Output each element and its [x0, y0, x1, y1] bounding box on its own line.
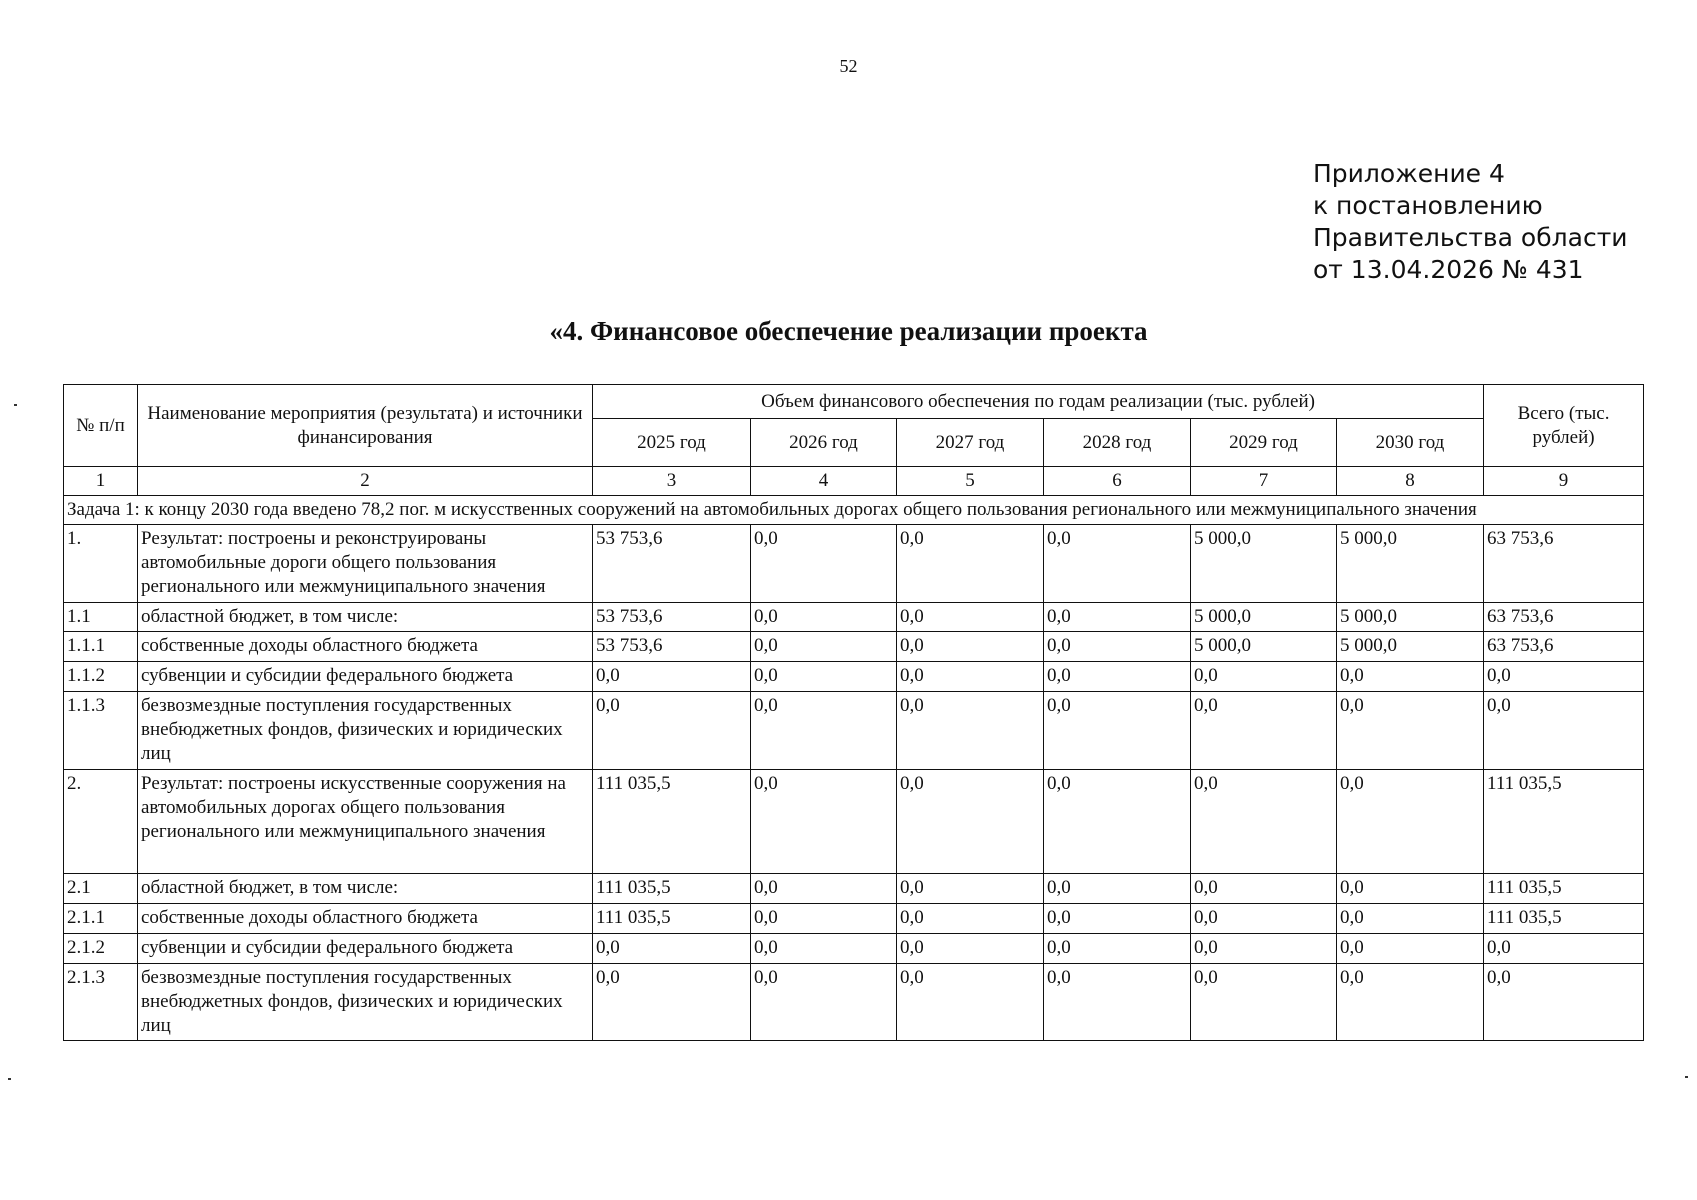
row-number: 2.1.1	[64, 904, 138, 934]
row-name: безвозмездные поступления государственных внебюджетных фондов, физических и юридических лиц	[138, 692, 593, 770]
row-year-value-3: 0,0	[897, 904, 1044, 934]
column-number-4: 4	[751, 467, 897, 496]
row-year-value-1: 111 035,5	[593, 904, 751, 934]
row-year-value-3: 0,0	[897, 770, 1044, 874]
row-year-value-2: 0,0	[751, 603, 897, 632]
column-number-5: 5	[897, 467, 1044, 496]
task-text: Задача 1: к концу 2030 года введено 78,2 пог. м искусственных сооружений на автомобильных дорогах общего пользования регионального или межмуниципального значения	[64, 496, 1644, 525]
table-row	[64, 770, 1644, 874]
task-row	[64, 496, 1644, 525]
header-total: Всего (тыс. рублей)	[1484, 385, 1644, 467]
row-year-value-6: 5 000,0	[1337, 525, 1484, 603]
row-year-value-4: 0,0	[1044, 632, 1191, 662]
table-row	[64, 603, 1644, 632]
appendix-line-1: Приложение 4	[1313, 159, 1505, 188]
row-year-value-5: 0,0	[1191, 770, 1337, 874]
row-year-value-5: 5 000,0	[1191, 525, 1337, 603]
document-title: «4. Финансовое обеспечение реализации проекта	[549, 316, 1148, 346]
row-year-value-6: 5 000,0	[1337, 632, 1484, 662]
table-row	[64, 934, 1644, 964]
header-year-2: 2026 год	[751, 419, 897, 467]
row-total-value: 0,0	[1484, 662, 1644, 692]
row-year-value-1: 111 035,5	[593, 770, 751, 874]
table-row	[64, 525, 1644, 603]
row-total-value: 63 753,6	[1484, 603, 1644, 632]
row-name: безвозмездные поступления государственных внебюджетных фондов, физических и юридических лиц	[138, 964, 593, 1041]
column-number-8: 8	[1337, 467, 1484, 496]
row-year-value-1: 0,0	[593, 934, 751, 964]
row-year-value-3: 0,0	[897, 934, 1044, 964]
row-year-value-3: 0,0	[897, 874, 1044, 904]
row-year-value-3: 0,0	[897, 662, 1044, 692]
row-year-value-2: 0,0	[751, 632, 897, 662]
table-row	[64, 964, 1644, 1041]
row-name: собственные доходы областного бюджета	[138, 632, 593, 662]
row-total-value: 0,0	[1484, 692, 1644, 770]
row-total-value: 63 753,6	[1484, 525, 1644, 603]
row-year-value-3: 0,0	[897, 525, 1044, 603]
header-year-3: 2027 год	[897, 419, 1044, 467]
table-row	[64, 662, 1644, 692]
row-year-value-1: 53 753,6	[593, 632, 751, 662]
row-name: Результат: построены искусственные сооружения на автомобильных дорогах общего пользования регионального или межмуниципального значения	[138, 770, 593, 874]
row-year-value-4: 0,0	[1044, 603, 1191, 632]
table-row	[64, 874, 1644, 904]
header-year-6: 2030 год	[1337, 419, 1484, 467]
row-year-value-1: 0,0	[593, 692, 751, 770]
row-year-value-6: 0,0	[1337, 770, 1484, 874]
table-row	[64, 632, 1644, 662]
table-row	[64, 904, 1644, 934]
row-year-value-5: 0,0	[1191, 934, 1337, 964]
appendix-line-4: от 13.04.2026 № 431	[1313, 255, 1584, 284]
row-year-value-4: 0,0	[1044, 525, 1191, 603]
row-year-value-6: 0,0	[1337, 964, 1484, 1041]
row-year-value-5: 0,0	[1191, 662, 1337, 692]
table-row	[64, 692, 1644, 770]
row-number: 1.1	[64, 603, 138, 632]
row-year-value-2: 0,0	[751, 692, 897, 770]
row-number: 2.1	[64, 874, 138, 904]
row-year-value-2: 0,0	[751, 770, 897, 874]
row-year-value-4: 0,0	[1044, 964, 1191, 1041]
header-volume: Объем финансового обеспечения по годам реализации (тыс. рублей)	[593, 385, 1484, 419]
row-year-value-4: 0,0	[1044, 934, 1191, 964]
row-number: 2.	[64, 770, 138, 874]
row-year-value-4: 0,0	[1044, 904, 1191, 934]
row-year-value-1: 0,0	[593, 964, 751, 1041]
row-year-value-4: 0,0	[1044, 662, 1191, 692]
header-year-4: 2028 год	[1044, 419, 1191, 467]
row-total-value: 111 035,5	[1484, 770, 1644, 874]
row-year-value-4: 0,0	[1044, 770, 1191, 874]
row-year-value-4: 0,0	[1044, 874, 1191, 904]
column-number-2: 2	[138, 467, 593, 496]
row-number: 1.1.1	[64, 632, 138, 662]
row-year-value-2: 0,0	[751, 874, 897, 904]
row-year-value-6: 0,0	[1337, 934, 1484, 964]
row-year-value-3: 0,0	[897, 964, 1044, 1041]
row-number: 1.	[64, 525, 138, 603]
row-year-value-2: 0,0	[751, 662, 897, 692]
row-year-value-3: 0,0	[897, 603, 1044, 632]
scan-mark	[1685, 1076, 1688, 1078]
row-year-value-2: 0,0	[751, 934, 897, 964]
row-number: 2.1.2	[64, 934, 138, 964]
row-year-value-6: 0,0	[1337, 874, 1484, 904]
column-number-7: 7	[1191, 467, 1337, 496]
row-year-value-5: 0,0	[1191, 964, 1337, 1041]
row-name: субвенции и субсидии федерального бюджета	[138, 934, 593, 964]
row-total-value: 0,0	[1484, 934, 1644, 964]
row-name: областной бюджет, в том числе:	[138, 874, 593, 904]
row-year-value-1: 53 753,6	[593, 603, 751, 632]
row-year-value-6: 0,0	[1337, 662, 1484, 692]
column-number-6: 6	[1044, 467, 1191, 496]
column-number-1: 1	[64, 467, 138, 496]
row-year-value-3: 0,0	[897, 692, 1044, 770]
row-number: 1.1.3	[64, 692, 138, 770]
row-year-value-2: 0,0	[751, 964, 897, 1041]
row-year-value-2: 0,0	[751, 525, 897, 603]
row-year-value-1: 0,0	[593, 662, 751, 692]
row-name: субвенции и субсидии федерального бюджета	[138, 662, 593, 692]
financing-table	[63, 384, 1644, 1041]
row-year-value-5: 0,0	[1191, 874, 1337, 904]
row-year-value-5: 5 000,0	[1191, 603, 1337, 632]
row-year-value-6: 0,0	[1337, 904, 1484, 934]
row-year-value-6: 5 000,0	[1337, 603, 1484, 632]
row-total-value: 63 753,6	[1484, 632, 1644, 662]
row-year-value-1: 111 035,5	[593, 874, 751, 904]
scan-mark	[8, 1078, 11, 1080]
header-name: Наименование мероприятия (результата) и источники финансирования	[138, 385, 593, 467]
header-year-1: 2025 год	[593, 419, 751, 467]
column-numbers-row	[64, 467, 1644, 496]
appendix-line-2: к постановлению	[1313, 191, 1543, 220]
row-number: 2.1.3	[64, 964, 138, 1041]
row-year-value-5: 0,0	[1191, 904, 1337, 934]
column-number-3: 3	[593, 467, 751, 496]
row-year-value-5: 5 000,0	[1191, 632, 1337, 662]
row-name: Результат: построены и реконструированы автомобильные дороги общего пользования регионального или межмуниципального значения	[138, 525, 593, 603]
row-total-value: 0,0	[1484, 964, 1644, 1041]
row-year-value-2: 0,0	[751, 904, 897, 934]
appendix-line-3: Правительства области	[1313, 223, 1628, 252]
row-year-value-5: 0,0	[1191, 692, 1337, 770]
row-name: собственные доходы областного бюджета	[138, 904, 593, 934]
page-number: 52	[839, 56, 858, 76]
scan-mark	[14, 404, 17, 406]
row-year-value-1: 53 753,6	[593, 525, 751, 603]
column-number-9: 9	[1484, 467, 1644, 496]
header-year-5: 2029 год	[1191, 419, 1337, 467]
row-year-value-3: 0,0	[897, 632, 1044, 662]
row-name: областной бюджет, в том числе:	[138, 603, 593, 632]
row-year-value-4: 0,0	[1044, 692, 1191, 770]
header-number: № п/п	[64, 385, 138, 467]
appendix-block	[1313, 158, 1628, 286]
row-year-value-6: 0,0	[1337, 692, 1484, 770]
row-total-value: 111 035,5	[1484, 904, 1644, 934]
row-number: 1.1.2	[64, 662, 138, 692]
row-total-value: 111 035,5	[1484, 874, 1644, 904]
